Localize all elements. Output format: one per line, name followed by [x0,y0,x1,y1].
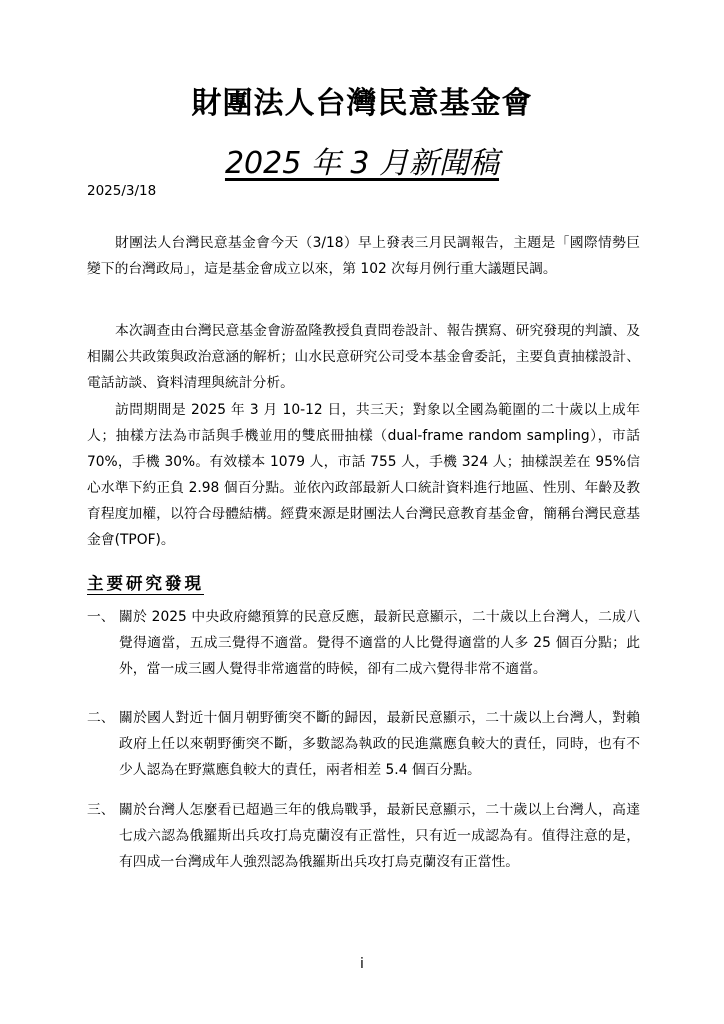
finding-item [87,705,640,783]
finding-item [87,797,640,875]
findings-heading: 主要研究發現 [87,574,204,593]
finding-number: 一、 [87,609,115,625]
finding-text: 關於台灣人怎麼看已超過三年的俄烏戰爭，最新民意顯示，二十歲以上台灣人，高達七成六認為俄羅斯出兵攻打烏克蘭沒有正當性，只有近一成認為有。值得注意的是，有四成一台灣成年人強烈認為俄羅斯出兵攻打烏克蘭沒有正當性。 [119,802,640,870]
document-title: 財團法人台灣民意基金會 [191,86,533,121]
intro-paragraph: 財團法人台灣民意基金會今天（3/18）早上發表三月民調報告，主題是「國際情勢巨變下的台灣政局」，這是基金會成立以來，第 102 次每月例行重大議題民調。 [87,235,640,277]
survey-details-paragraph: 訪問期間是 2025 年 3 月 10-12 日，共三天；對象以全國為範圍的二十歲以上成年人；抽樣方法為市話與手機並用的雙底冊抽樣（dual-frame random sampling），市話 70%，手機 30%。有效樣本 1079 人，市話 755 人，手機 324 人；抽樣誤差在 95%信心水準下約正負 2.98 個百分點。並依內政部最新人口統計資料進行地區、性別、年齡及教育程度加權，以符合母體結構。經費來源是財團法人台灣民意教育基金會，簡稱台灣民意基金會(TPOF)。 [87,402,640,548]
page-number: i [360,956,364,972]
finding-text: 關於國人對近十個月朝野衝突不斷的歸因，最新民意顯示，二十歲以上台灣人，對賴政府上任以來朝野衝突不斷，多數認為執政的民進黨應負較大的責任，同時，也有不少人認為在野黨應負較大的責任，兩者相差 5.4 個百分點。 [119,710,640,778]
finding-number: 二、 [87,710,115,726]
finding-text: 關於 2025 中央政府總預算的民意反應，最新民意顯示，二十歲以上台灣人，二成八覺得適當，五成三覺得不適當。覺得不適當的人比覺得適當的人多 25 個百分點；此外，當一成三國人覺得非常適當的時候，卻有二成六覺得非常不適當。 [119,609,640,677]
finding-number: 三、 [87,802,115,818]
document-subtitle: 2025 年 3 月新聞稿 [224,146,500,181]
release-date: 2025/3/18 [87,183,157,199]
methodology-paragraph: 本次調查由台灣民意基金會游盈隆教授負責問卷設計、報告撰寫、研究發現的判讀、及相關公共政策與政治意涵的解析；山水民意研究公司受本基金會委託，主要負責抽樣設計、電話訪談、資料清理與統計分析。 [87,323,640,391]
finding-item [87,604,640,682]
